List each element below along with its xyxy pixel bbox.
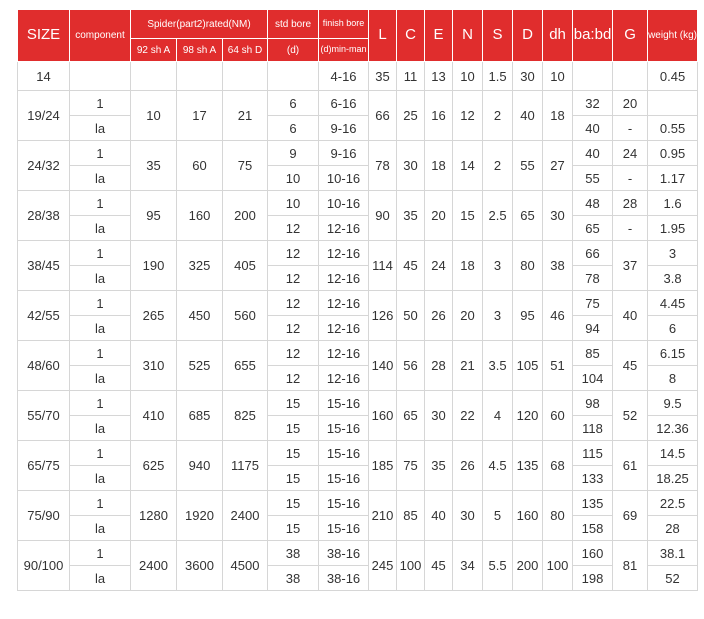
- cell-weight: 0.45: [648, 62, 698, 91]
- cell-g: 40: [613, 291, 648, 341]
- cell-component: 1: [70, 341, 131, 366]
- cell-spider-64: 1175: [223, 441, 268, 491]
- cell-finish-bore: 15-16: [319, 391, 369, 416]
- cell-component: la: [70, 466, 131, 491]
- cell-dh: 46: [543, 291, 573, 341]
- cell-std-bore: 12: [268, 216, 319, 241]
- cell-s: 4.5: [483, 441, 513, 491]
- header-std-bore: std bore: [268, 10, 319, 39]
- cell-spider-98: 17: [177, 91, 223, 141]
- table-row-42-55-la: [18, 316, 698, 341]
- cell-g: 69: [613, 491, 648, 541]
- cell-component: 1: [70, 191, 131, 216]
- cell-spider-64: 21: [223, 91, 268, 141]
- cell-n: 18: [453, 241, 483, 291]
- cell-g: 45: [613, 341, 648, 391]
- cell-component: 1: [70, 391, 131, 416]
- cell-std-bore: 38: [268, 541, 319, 566]
- header-finish-bore-range: (d)min-man: [319, 39, 369, 62]
- cell-spider-92: 2400: [131, 541, 177, 591]
- cell-weight: 3.8: [648, 266, 698, 291]
- cell-c: 30: [397, 141, 425, 191]
- cell-std-bore: 12: [268, 241, 319, 266]
- cell-s: 4: [483, 391, 513, 441]
- cell-spider-64: 4500: [223, 541, 268, 591]
- cell-finish-bore: 12-16: [319, 241, 369, 266]
- cell-spider-64: 825: [223, 391, 268, 441]
- cell-spider-92: 410: [131, 391, 177, 441]
- cell-size: 28/38: [18, 191, 70, 241]
- cell-d: 80: [513, 241, 543, 291]
- cell-c: 11: [397, 62, 425, 91]
- cell-spider-92: 625: [131, 441, 177, 491]
- cell-d: 105: [513, 341, 543, 391]
- cell-d: 40: [513, 91, 543, 141]
- table-row-28-38-la: [18, 216, 698, 241]
- header-l: L: [369, 10, 397, 62]
- table-row-24-32-la: [18, 166, 698, 191]
- cell-n: 22: [453, 391, 483, 441]
- cell-s: 2.5: [483, 191, 513, 241]
- table-row-48-60-la: [18, 366, 698, 391]
- header-std-bore-d: (d): [268, 39, 319, 62]
- cell-std-bore: 9: [268, 141, 319, 166]
- cell-l: 114: [369, 241, 397, 291]
- cell-ba-bd: 65: [573, 216, 613, 241]
- cell-n: 15: [453, 191, 483, 241]
- cell-component: la: [70, 116, 131, 141]
- cell-weight: 1.95: [648, 216, 698, 241]
- table-row-48-60: [18, 341, 698, 366]
- cell-e: 20: [425, 191, 453, 241]
- cell-finish-bore: 12-16: [319, 341, 369, 366]
- cell-std-bore: 15: [268, 416, 319, 441]
- cell-g: 28: [613, 191, 648, 216]
- cell-l: 245: [369, 541, 397, 591]
- cell-ba-bd: 98: [573, 391, 613, 416]
- cell-d: 65: [513, 191, 543, 241]
- cell-size: 42/55: [18, 291, 70, 341]
- cell-finish-bore: 9-16: [319, 116, 369, 141]
- cell-c: 50: [397, 291, 425, 341]
- cell-g: -: [613, 166, 648, 191]
- cell-spider-98: 450: [177, 291, 223, 341]
- table-row-38-45-la: [18, 266, 698, 291]
- cell-spider-92: 35: [131, 141, 177, 191]
- cell-c: 56: [397, 341, 425, 391]
- header-e: E: [425, 10, 453, 62]
- cell-size: 38/45: [18, 241, 70, 291]
- cell-e: 30: [425, 391, 453, 441]
- cell-d: 120: [513, 391, 543, 441]
- header-s: S: [483, 10, 513, 62]
- cell-e: 35: [425, 441, 453, 491]
- cell-component: 1: [70, 491, 131, 516]
- header-92-sh-a: 92 sh A: [131, 39, 177, 62]
- cell-weight: 8: [648, 366, 698, 391]
- cell-finish-bore: 15-16: [319, 441, 369, 466]
- cell-weight: 9.5: [648, 391, 698, 416]
- header-size: SIZE: [18, 10, 70, 62]
- cell-dh: 38: [543, 241, 573, 291]
- header-n: N: [453, 10, 483, 62]
- table-row-14: [18, 62, 698, 91]
- cell-s: 3: [483, 291, 513, 341]
- cell-ba-bd: 66: [573, 241, 613, 266]
- cell-std-bore: 12: [268, 366, 319, 391]
- cell-l: 78: [369, 141, 397, 191]
- cell-component: la: [70, 516, 131, 541]
- header-ba-bd: ba:bd: [573, 10, 613, 62]
- cell-finish-bore: 38-16: [319, 541, 369, 566]
- cell-l: 185: [369, 441, 397, 491]
- cell-spider-64: 200: [223, 191, 268, 241]
- cell-n: 34: [453, 541, 483, 591]
- cell-d: 135: [513, 441, 543, 491]
- table-header: [18, 10, 698, 62]
- cell-e: 13: [425, 62, 453, 91]
- table-row-24-32: [18, 141, 698, 166]
- cell-s: 1.5: [483, 62, 513, 91]
- cell-spider-64: 655: [223, 341, 268, 391]
- cell-finish-bore: 12-16: [319, 366, 369, 391]
- cell-size: 75/90: [18, 491, 70, 541]
- cell-std-bore: 15: [268, 516, 319, 541]
- cell-finish-bore: 15-16: [319, 466, 369, 491]
- cell-ba-bd: 94: [573, 316, 613, 341]
- cell-ba-bd: 135: [573, 491, 613, 516]
- cell-l: 160: [369, 391, 397, 441]
- cell-weight: [648, 91, 698, 116]
- cell-weight: 1.17: [648, 166, 698, 191]
- cell-weight: 6: [648, 316, 698, 341]
- cell-ba-bd: 48: [573, 191, 613, 216]
- cell-size: 55/70: [18, 391, 70, 441]
- cell-component: 1: [70, 541, 131, 566]
- cell-spider-92: 265: [131, 291, 177, 341]
- cell-ba-bd: 78: [573, 266, 613, 291]
- cell-spider-92: 1280: [131, 491, 177, 541]
- cell-l: 210: [369, 491, 397, 541]
- cell-ba-bd: 55: [573, 166, 613, 191]
- cell-ba-bd: 40: [573, 116, 613, 141]
- cell-e: 24: [425, 241, 453, 291]
- cell-l: 140: [369, 341, 397, 391]
- cell-n: 10: [453, 62, 483, 91]
- table-row-55-70-la: [18, 416, 698, 441]
- cell-ba-bd: 158: [573, 516, 613, 541]
- table-row-75-90: [18, 491, 698, 516]
- cell-spider-98: 685: [177, 391, 223, 441]
- cell-component: la: [70, 316, 131, 341]
- cell-spider-92: [131, 62, 177, 91]
- cell-ba-bd: 160: [573, 541, 613, 566]
- header-finish-bore: finish bore: [319, 10, 369, 39]
- header-d: D: [513, 10, 543, 62]
- header-64-sh-d: 64 sh D: [223, 39, 268, 62]
- cell-weight: 28: [648, 516, 698, 541]
- cell-g: 20: [613, 91, 648, 116]
- header-98-sh-a: 98 sh A: [177, 39, 223, 62]
- cell-dh: 60: [543, 391, 573, 441]
- table-row-90-100-la: [18, 566, 698, 591]
- cell-size: 48/60: [18, 341, 70, 391]
- cell-finish-bore: 12-16: [319, 291, 369, 316]
- cell-std-bore: 15: [268, 441, 319, 466]
- table-row-75-90-la: [18, 516, 698, 541]
- cell-spider-64: 560: [223, 291, 268, 341]
- cell-dh: 30: [543, 191, 573, 241]
- cell-std-bore: 6: [268, 91, 319, 116]
- cell-finish-bore: 15-16: [319, 516, 369, 541]
- cell-g: 37: [613, 241, 648, 291]
- cell-std-bore: 38: [268, 566, 319, 591]
- header-spider-rated: Spider(part2)rated(NM): [131, 10, 268, 39]
- cell-finish-bore: 15-16: [319, 491, 369, 516]
- cell-finish-bore: 12-16: [319, 216, 369, 241]
- cell-ba-bd: 104: [573, 366, 613, 391]
- cell-c: 75: [397, 441, 425, 491]
- cell-weight: 1.6: [648, 191, 698, 216]
- cell-s: 3: [483, 241, 513, 291]
- cell-finish-bore: 38-16: [319, 566, 369, 591]
- cell-g: 52: [613, 391, 648, 441]
- cell-d: 95: [513, 291, 543, 341]
- cell-e: 16: [425, 91, 453, 141]
- cell-std-bore: [268, 62, 319, 91]
- cell-component: 1: [70, 291, 131, 316]
- table-row-19-24: [18, 91, 698, 116]
- cell-std-bore: 15: [268, 466, 319, 491]
- cell-ba-bd: 133: [573, 466, 613, 491]
- cell-n: 30: [453, 491, 483, 541]
- cell-spider-98: [177, 62, 223, 91]
- table-row-28-38: [18, 191, 698, 216]
- cell-g: 81: [613, 541, 648, 591]
- cell-e: 26: [425, 291, 453, 341]
- cell-component: 1: [70, 441, 131, 466]
- cell-e: 40: [425, 491, 453, 541]
- cell-finish-bore: 10-16: [319, 166, 369, 191]
- cell-c: 100: [397, 541, 425, 591]
- cell-dh: 10: [543, 62, 573, 91]
- cell-c: 65: [397, 391, 425, 441]
- cell-std-bore: 12: [268, 341, 319, 366]
- cell-std-bore: 12: [268, 291, 319, 316]
- cell-g: -: [613, 216, 648, 241]
- cell-ba-bd: 40: [573, 141, 613, 166]
- cell-e: 18: [425, 141, 453, 191]
- cell-component: 1: [70, 91, 131, 116]
- cell-ba-bd: 115: [573, 441, 613, 466]
- cell-std-bore: 10: [268, 191, 319, 216]
- table-row-42-55: [18, 291, 698, 316]
- cell-n: 20: [453, 291, 483, 341]
- cell-weight: 0.55: [648, 116, 698, 141]
- cell-finish-bore: 15-16: [319, 416, 369, 441]
- cell-finish-bore: 10-16: [319, 191, 369, 216]
- header-component: component: [70, 10, 131, 62]
- cell-l: 35: [369, 62, 397, 91]
- cell-finish-bore: 9-16: [319, 141, 369, 166]
- cell-spider-98: 940: [177, 441, 223, 491]
- cell-dh: 100: [543, 541, 573, 591]
- cell-n: 14: [453, 141, 483, 191]
- cell-weight: 18.25: [648, 466, 698, 491]
- cell-s: 3.5: [483, 341, 513, 391]
- cell-component: la: [70, 266, 131, 291]
- cell-dh: 80: [543, 491, 573, 541]
- cell-c: 45: [397, 241, 425, 291]
- cell-weight: 14.5: [648, 441, 698, 466]
- cell-spider-92: 190: [131, 241, 177, 291]
- cell-n: 26: [453, 441, 483, 491]
- header-weight: weight (kg): [648, 10, 698, 62]
- cell-ba-bd: 118: [573, 416, 613, 441]
- cell-n: 21: [453, 341, 483, 391]
- cell-ba-bd: 75: [573, 291, 613, 316]
- cell-component: la: [70, 566, 131, 591]
- cell-spider-64: 75: [223, 141, 268, 191]
- cell-ba-bd: 85: [573, 341, 613, 366]
- cell-s: 2: [483, 141, 513, 191]
- cell-std-bore: 10: [268, 166, 319, 191]
- cell-dh: 68: [543, 441, 573, 491]
- cell-l: 90: [369, 191, 397, 241]
- cell-component: la: [70, 166, 131, 191]
- cell-component: [70, 62, 131, 91]
- cell-s: 2: [483, 91, 513, 141]
- cell-d: 160: [513, 491, 543, 541]
- cell-g: 61: [613, 441, 648, 491]
- cell-l: 66: [369, 91, 397, 141]
- cell-weight: 4.45: [648, 291, 698, 316]
- cell-weight: 52: [648, 566, 698, 591]
- cell-g: [613, 62, 648, 91]
- cell-s: 5: [483, 491, 513, 541]
- cell-c: 85: [397, 491, 425, 541]
- cell-component: 1: [70, 241, 131, 266]
- cell-finish-bore: 4-16: [319, 62, 369, 91]
- cell-d: 200: [513, 541, 543, 591]
- cell-dh: 51: [543, 341, 573, 391]
- cell-dh: 27: [543, 141, 573, 191]
- cell-weight: 6.15: [648, 341, 698, 366]
- cell-weight: 3: [648, 241, 698, 266]
- cell-n: 12: [453, 91, 483, 141]
- table-row-55-70: [18, 391, 698, 416]
- cell-size: 24/32: [18, 141, 70, 191]
- cell-weight: 0.95: [648, 141, 698, 166]
- cell-component: la: [70, 416, 131, 441]
- cell-std-bore: 12: [268, 266, 319, 291]
- cell-c: 35: [397, 191, 425, 241]
- cell-s: 5.5: [483, 541, 513, 591]
- header-c: C: [397, 10, 425, 62]
- cell-l: 126: [369, 291, 397, 341]
- cell-spider-92: 95: [131, 191, 177, 241]
- table-row-38-45: [18, 241, 698, 266]
- cell-e: 28: [425, 341, 453, 391]
- cell-finish-bore: 12-16: [319, 266, 369, 291]
- cell-spider-98: 325: [177, 241, 223, 291]
- cell-spider-98: 525: [177, 341, 223, 391]
- cell-size: 65/75: [18, 441, 70, 491]
- cell-ba-bd: 32: [573, 91, 613, 116]
- table-row-65-75: [18, 441, 698, 466]
- cell-spider-64: 2400: [223, 491, 268, 541]
- cell-ba-bd: 198: [573, 566, 613, 591]
- cell-spider-64: 405: [223, 241, 268, 291]
- cell-std-bore: 6: [268, 116, 319, 141]
- cell-spider-92: 310: [131, 341, 177, 391]
- cell-d: 55: [513, 141, 543, 191]
- coupling-spec-table: [17, 9, 698, 591]
- table-body: [18, 62, 698, 591]
- cell-component: la: [70, 366, 131, 391]
- cell-g: -: [613, 116, 648, 141]
- cell-dh: 18: [543, 91, 573, 141]
- cell-std-bore: 15: [268, 491, 319, 516]
- cell-spider-98: 3600: [177, 541, 223, 591]
- table-row-19-24-la: [18, 116, 698, 141]
- cell-spider-92: 10: [131, 91, 177, 141]
- cell-spider-98: 1920: [177, 491, 223, 541]
- cell-weight: 22.5: [648, 491, 698, 516]
- cell-size: 14: [18, 62, 70, 91]
- cell-std-bore: 12: [268, 316, 319, 341]
- cell-ba-bd: [573, 62, 613, 91]
- cell-size: 90/100: [18, 541, 70, 591]
- cell-finish-bore: 12-16: [319, 316, 369, 341]
- cell-spider-98: 160: [177, 191, 223, 241]
- cell-size: 19/24: [18, 91, 70, 141]
- header-g: G: [613, 10, 648, 62]
- cell-d: 30: [513, 62, 543, 91]
- cell-c: 25: [397, 91, 425, 141]
- cell-spider-98: 60: [177, 141, 223, 191]
- cell-weight: 12.36: [648, 416, 698, 441]
- table-row-65-75-la: [18, 466, 698, 491]
- cell-finish-bore: 6-16: [319, 91, 369, 116]
- cell-component: 1: [70, 141, 131, 166]
- cell-weight: 38.1: [648, 541, 698, 566]
- cell-e: 45: [425, 541, 453, 591]
- cell-component: la: [70, 216, 131, 241]
- table-row-90-100: [18, 541, 698, 566]
- header-dh: dh: [543, 10, 573, 62]
- cell-spider-64: [223, 62, 268, 91]
- cell-g: 24: [613, 141, 648, 166]
- cell-std-bore: 15: [268, 391, 319, 416]
